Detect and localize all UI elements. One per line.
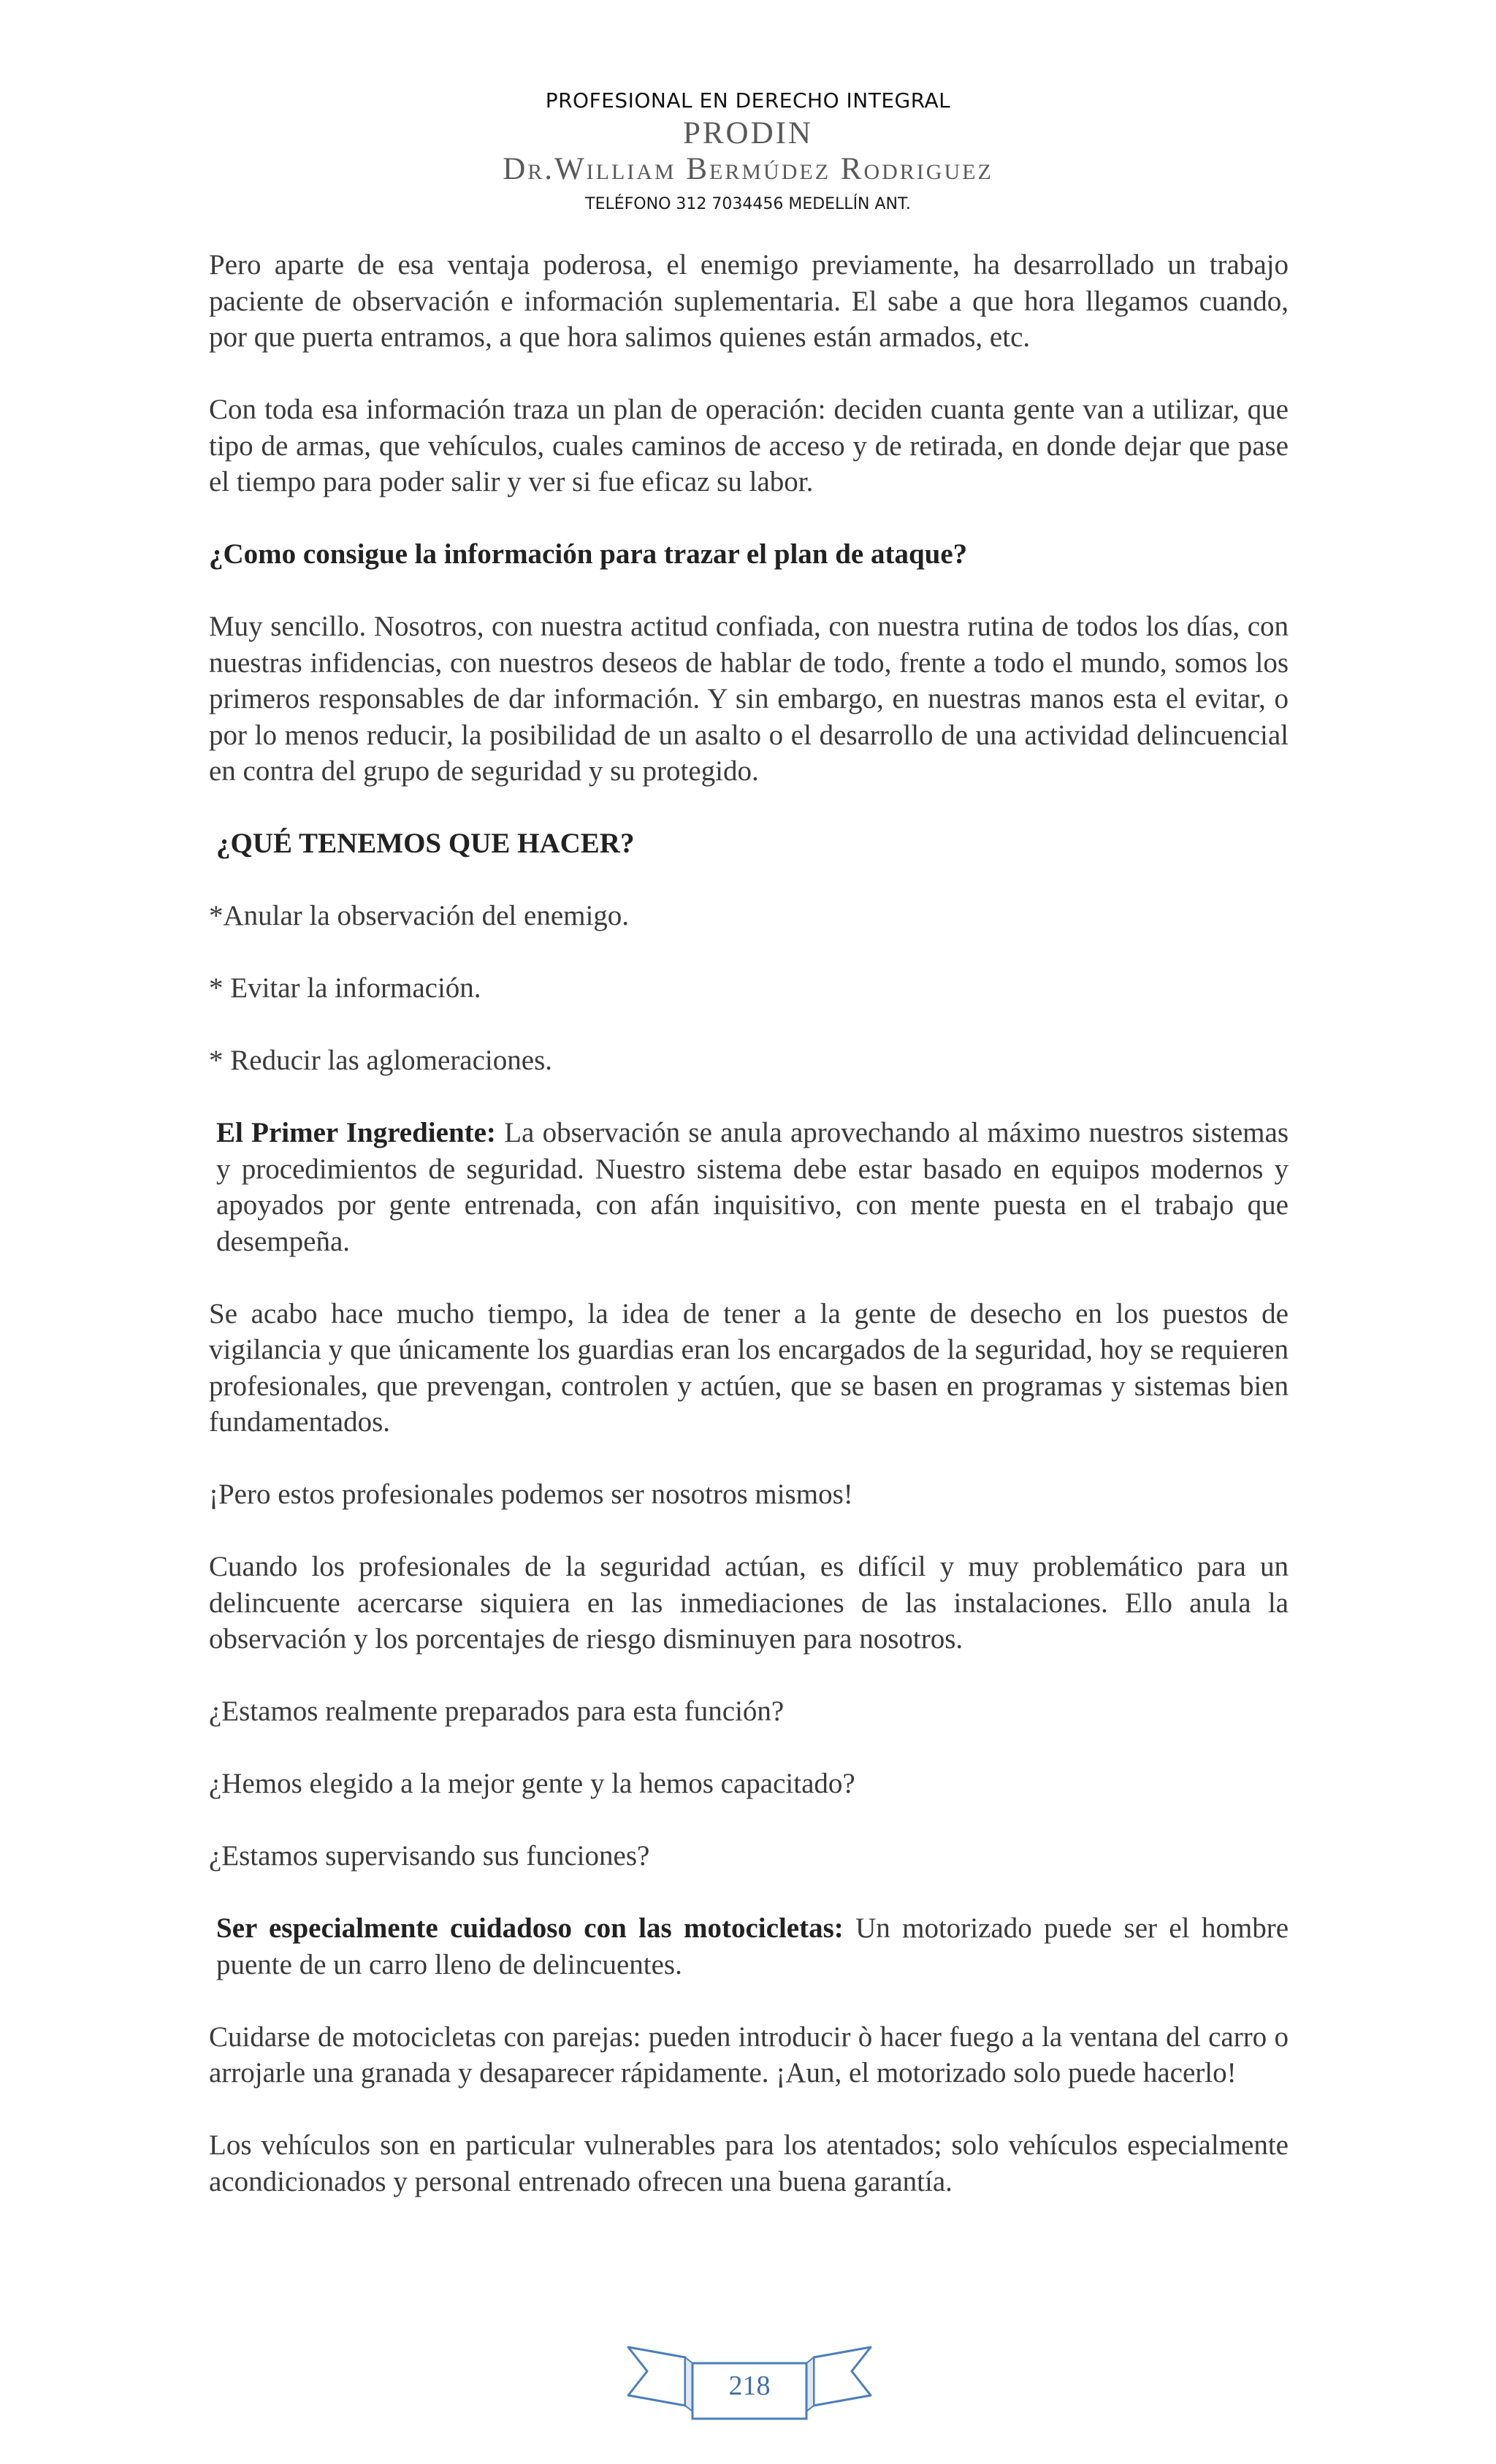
page-header [0, 86, 1496, 219]
header-contact: TELÉFONO 312 7034456 MEDELLÍN ANT. [585, 195, 911, 213]
list-item: *Anular la observación del enemigo. [209, 900, 630, 931]
question: ¿Estamos supervisando sus funciones? [209, 1840, 650, 1872]
list-item: * Evitar la información. [209, 972, 481, 1004]
paragraph-text: Un motorizado puede ser el hombre puente de un carro lleno de delincuentes. [216, 1912, 1289, 1980]
paragraph-motocicletas [209, 1910, 1289, 1983]
paragraph-lead: El Primer Ingrediente: [216, 1117, 496, 1148]
paragraph: Muy sencillo. Nosotros, con nuestra actitud confiada, con nuestra rutina de todos los días, con nuestras infidencias, con nuestros deseos de hablar de todo, frente a todo el mundo, somos los primeros responsables de dar información. Y sin embargo, en nuestras manos esta el evitar, o por lo menos reducir, la posibilidad de un asalto o el desarrollo de una actividad delincuencial en contra del grupo de seguridad y su protegido. [209, 611, 1289, 787]
section-heading: ¿QUÉ TENEMOS QUE HACER? [216, 828, 635, 859]
header-brand: PRODIN [682, 116, 814, 150]
header-author: Dr.William Bermúdez Rodriguez [503, 152, 993, 186]
section-question: ¿Como consigue la información para trazar el plan de ataque? [209, 538, 968, 570]
paragraph-lead: Ser especialmente cuidadoso con las motocicletas: [216, 1912, 844, 1944]
document-body [209, 247, 1289, 2200]
page-number: 218 [728, 2370, 771, 2401]
page-footer [627, 2341, 872, 2429]
paragraph: Los vehículos son en particular vulnerables para los atentados; solo vehículos especialmente acondicionados y personal entrenado ofrecen una buena garantía. [209, 2129, 1289, 2197]
paragraph: ¡Pero estos profesionales podemos ser nosotros mismos! [209, 1479, 853, 1510]
question: ¿Hemos elegido a la mejor gente y la hemos capacitado? [209, 1768, 855, 1799]
paragraph: Con toda esa información traza un plan de operación: deciden cuanta gente van a utilizar, que tipo de armas, que vehículos, cuales caminos de acceso y de retirada, en donde dejar que pase el tiempo para poder salir y ver si fue eficaz su labor. [209, 394, 1289, 497]
paragraph: Pero aparte de esa ventaja poderosa, el enemigo previamente, ha desarrollado un trabajo paciente de observación e información suplementaria. El sabe a que hora llegamos cuando, por que puerta entramos, a que hora salimos quienes están armados, etc. [209, 249, 1289, 353]
paragraph: Cuando los profesionales de la seguridad actúan, es difícil y muy problemático para un delincuente acercarse siquiera en las inmediaciones de las instalaciones. Ello anula la observación y los porcentajes de riesgo disminuyen para nosotros. [209, 1551, 1289, 1655]
list-item: * Reducir las aglomeraciones. [209, 1045, 552, 1076]
paragraph-text: La observación se anula aprovechando al máximo nuestros sistemas y procedimientos de seguridad. Nuestro sistema debe estar basado en equipos modernos y apoyados por gente entrenada, con afán inquisitivo, con mente puesta en el trabajo que desempeña. [216, 1117, 1289, 1257]
question: ¿Estamos realmente preparados para esta función? [209, 1696, 785, 1727]
paragraph-primer-ingrediente [209, 1115, 1289, 1259]
paragraph: Cuidarse de motocicletas con parejas: pueden introducir ò hacer fuego a la ventana del carro o arrojarle una granada y desaparecer rápidamente. ¡Aun, el motorizado solo puede hacerlo! [209, 2021, 1289, 2089]
paragraph: Se acabo hace mucho tiempo, la idea de tener a la gente de desecho en los puestos de vigilancia y que únicamente los guardias eran los encargados de la seguridad, hoy se requieren profesionales, que prevengan, controlen y actúen, que se basen en programas y sistemas bien fundamentados. [209, 1297, 1289, 1438]
header-organization: PROFESIONAL EN DERECHO INTEGRAL [545, 88, 951, 112]
